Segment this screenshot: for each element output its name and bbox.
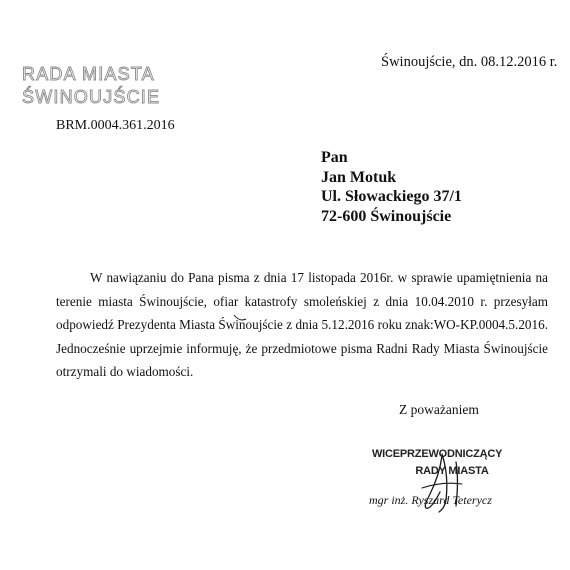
body-sentence-1: W nawiązaniu do Pana pisma z dnia 17 listopada 2016r. w sprawie upamiętnienia na terenie miasta Świnoujście, ofiar katastrofy smoleńskiej z dnia 10.04.2010 r. przesyłam odpowiedź Prezydenta Miasta Świnoujście z dnia 5.12.2016 roku znak:WO-KP.0004.5.2016.: [56, 270, 548, 332]
letterhead-line-2: ŚWINOUJŚCIE: [22, 87, 161, 107]
recipient-street: Ul. Słowackiego 37/1: [321, 188, 462, 205]
date-line: Świnoujście, dn. 08.12.2016 r.: [381, 54, 558, 70]
handwritten-signature-icon: [412, 448, 482, 518]
recipient-salutation: Pan: [321, 149, 348, 166]
body-sentence-2: Jednocześnie uprzejmie informuję, że przedmiotowe pisma Radni Rady Miasta Świnoujście otrzymali do wiadomości.: [56, 340, 548, 379]
letterhead-line-1: RADA MIASTA: [22, 64, 155, 84]
signature-title: WICEPRZEWODNICZĄCY: [372, 448, 503, 460]
letter-body: [56, 266, 548, 384]
recipient-city: 72-600 Świnoujście: [321, 207, 452, 225]
signatory-name: mgr inż. Ryszard Teterycz: [369, 493, 492, 507]
pen-mark-icon: [233, 313, 247, 323]
recipient-name: Jan Motuk: [321, 168, 397, 186]
signature-subtitle: RADY MIASTA: [415, 465, 489, 477]
closing-phrase: Z poważaniem: [399, 402, 479, 417]
recipient-address: [321, 148, 462, 226]
letterhead-stamp: [22, 63, 160, 109]
reference-number: BRM.0004.361.2016: [56, 118, 175, 133]
